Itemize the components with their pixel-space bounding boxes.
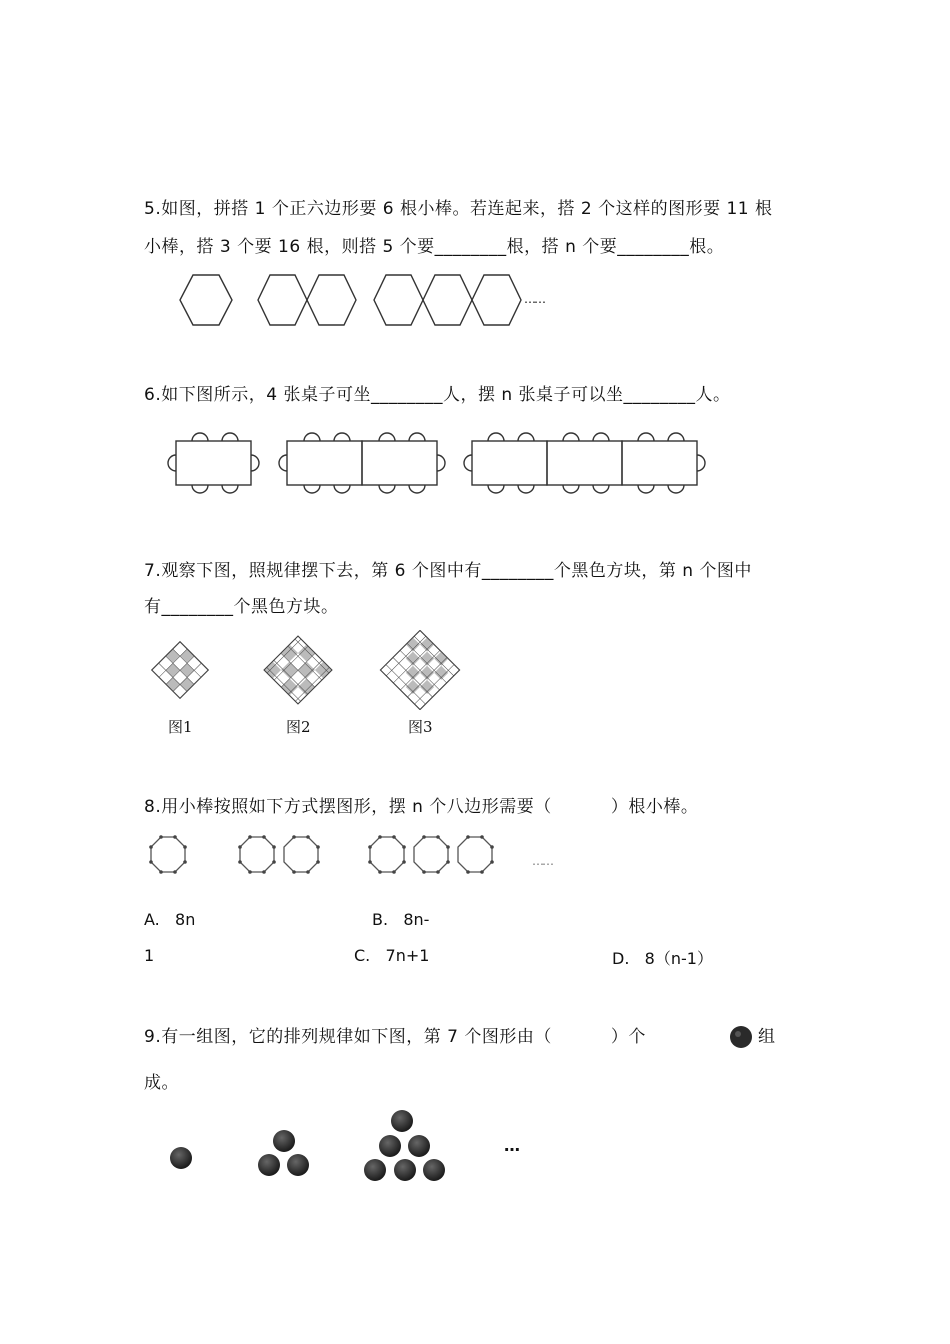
table-group-3	[464, 433, 705, 493]
black-ball-icon	[728, 1024, 754, 1050]
octagon-sequence-figure	[140, 828, 580, 892]
ball-triangle-figure	[160, 1104, 540, 1190]
q8-option-c[interactable]: C. 7n+1	[354, 946, 430, 965]
q7-text-line1: 7.观察下图，照规律摆下去，第 6 个图中有________个黑色方块，第 n 个图中	[144, 561, 752, 581]
q9-text-line1b: 组	[758, 1027, 776, 1047]
q9-text-line2: 成。	[144, 1073, 179, 1093]
hexagon-2b	[307, 275, 356, 325]
ball-fig3-mid-right	[408, 1135, 430, 1157]
octagon-2b	[284, 837, 318, 872]
q7-caption-3: 图3	[408, 718, 433, 736]
diamond-squares-figure	[140, 630, 490, 710]
hexagon-2a	[258, 275, 307, 325]
q6-text-line1: 6.如下图所示，4 张桌子可坐________人，摆 n 张桌子可以坐________人。	[144, 385, 731, 405]
ball-fig1	[170, 1147, 192, 1169]
q9-ellipsis: …	[504, 1136, 520, 1155]
hexagon-1	[180, 275, 232, 325]
q7-caption-1: 图1	[168, 718, 193, 736]
ball-fig3-top	[391, 1110, 413, 1132]
ball-fig3-mid-left	[379, 1135, 401, 1157]
hexagon-3b	[423, 275, 472, 325]
table-group-2	[279, 433, 445, 493]
q8-option-b-continued: 1	[144, 946, 155, 965]
q5-text-line1: 5.如图，拼搭 1 个正六边形要 6 根小棒。若连起来，搭 2 个这样的图形要 11 根	[144, 199, 773, 219]
q7-text-line2: 有________个黑色方块。	[144, 597, 339, 617]
octagon-2a	[240, 837, 274, 872]
q8-option-d[interactable]: D. 8（n-1）	[612, 949, 713, 968]
q8-option-b[interactable]: B. 8n-	[372, 910, 430, 929]
q9-text-line1a: 9.有一组图，它的排列规律如下图，第 7 个图形由（ ）个	[144, 1027, 646, 1047]
octagon-3b	[414, 837, 448, 872]
ball-fig2-right	[287, 1154, 309, 1176]
q8-ellipsis: ……	[532, 854, 552, 868]
q8-option-a[interactable]: A. 8n	[144, 910, 196, 929]
table-group-1	[168, 433, 259, 493]
q8-text-line1: 8.用小棒按照如下方式摆图形，摆 n 个八边形需要（ ）根小棒。	[144, 797, 699, 817]
tables-sequence-figure	[160, 428, 720, 498]
ball-fig2-left	[258, 1154, 280, 1176]
hexagon-3a	[374, 275, 423, 325]
hexagon-sequence-figure	[170, 266, 570, 336]
octagon-3c	[458, 837, 492, 872]
ball-fig3-bottom-right	[423, 1159, 445, 1181]
q5-text-line2: 小棒，搭 3 个要 16 根，则搭 5 个要________根，搭 n 个要________根。	[144, 237, 725, 257]
q7-caption-2: 图2	[286, 718, 311, 736]
diamond-figure-1	[152, 642, 209, 699]
diamond-figure-3	[380, 630, 459, 709]
hexagon-3c	[472, 275, 521, 325]
diamond-figure-2	[264, 636, 332, 704]
octagon-3a	[370, 837, 404, 872]
ball-fig3-bottom-left	[364, 1159, 386, 1181]
octagon-1	[151, 837, 185, 872]
q5-ellipsis: ……	[524, 292, 544, 306]
ball-fig2-top	[273, 1130, 295, 1152]
ball-fig3-bottom-mid	[394, 1159, 416, 1181]
